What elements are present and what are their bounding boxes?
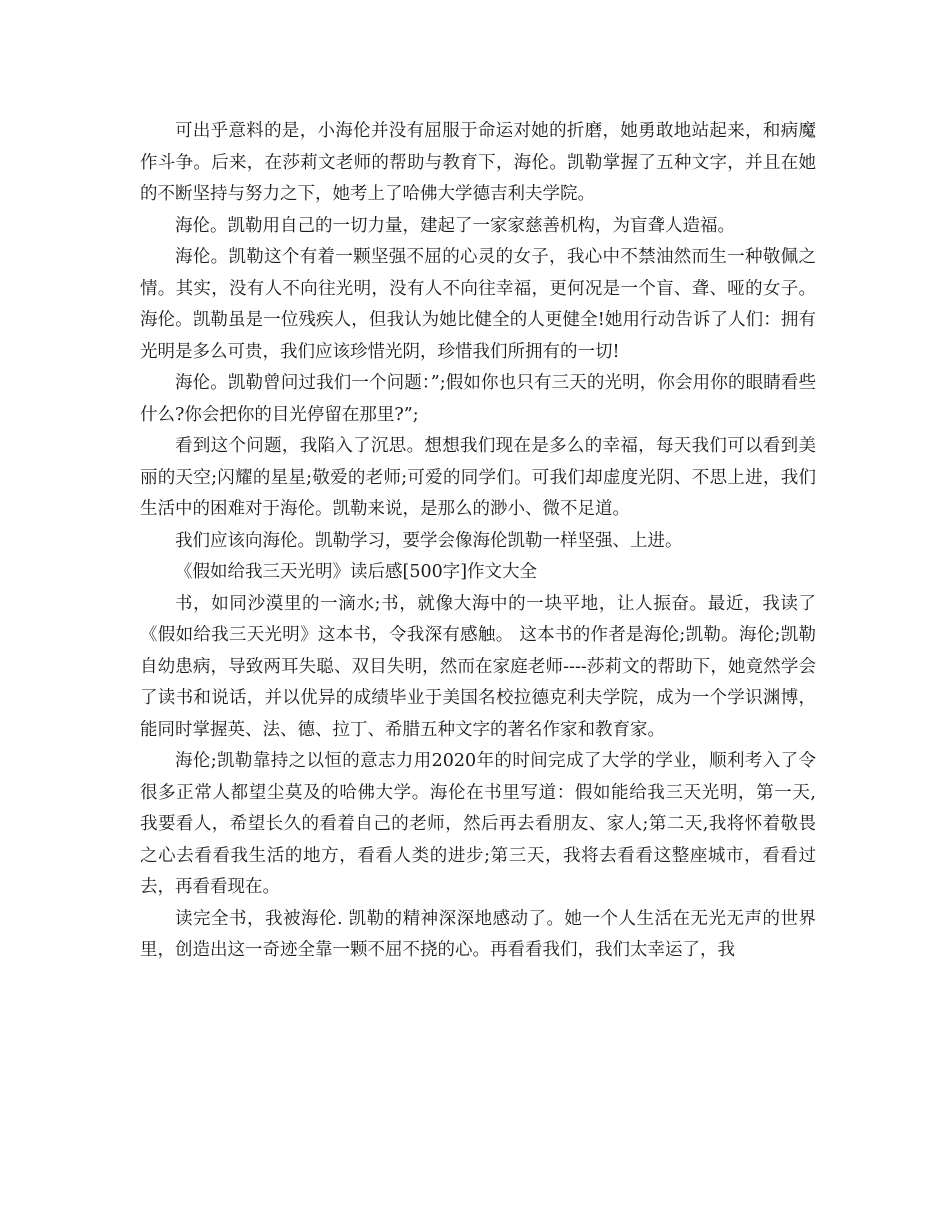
paragraph: 看到这个问题，我陷入了沉思。想想我们现在是多么的幸福，每天我们可以看到美丽的天空;闪耀的星星;敬爱的老师;可爱的同学们。可我们却虚度光阴、不思上进，我们生活中的困难对于海伦。凯勒来说，是那么的渺小、微不足道。	[140, 436, 816, 519]
document-body	[140, 116, 816, 967]
article-title: 《假如给我三天光明》读后感[500字]作文大全	[175, 562, 538, 582]
paragraph: 海伦。凯勒用自己的一切力量，建起了一家家慈善机构，为盲聋人造福。	[175, 215, 735, 236]
paragraph: 读完全书，我被海伦. 凯勒的精神深深地感动了。她一个人生活在无光无声的世界里，创造出这一奇迹全靠一颗不屈不挠的心。再看看我们，我们太幸运了，我	[140, 908, 816, 960]
paragraph: 可出乎意料的是，小海伦并没有屈服于命运对她的折磨，她勇敢地站起来，和病魔作斗争。后来，在莎莉文老师的帮助与教育下，海伦。凯勒掌握了五种文字，并且在她的不断坚持与努力之下，她考上了哈佛大学德吉利夫学院。	[140, 121, 816, 204]
paragraph: 海伦;凯勒靠持之以恒的意志力用2020年的时间完成了大学的学业，顺利考入了令很多正常人都望尘莫及的哈佛大学。海伦在书里写道：假如能给我三天光明，第一天, 我要看人，希望长久的看着自己的老师，然后再去看朋友、家人;第二天,我将怀着敬畏之心去看看我生活的地方，看看人类的进步;第三天，我将去看看这整座城市，看看过去，再看看现在。	[140, 751, 816, 897]
paragraph: 我们应该向海伦。凯勒学习，要学会像海伦凯勒一样坚强、上进。	[175, 530, 683, 551]
paragraph: 海伦。凯勒这个有着一颗坚强不屈的心灵的女子，我心中不禁油然而生一种敬佩之情。其实，没有人不向往光明，没有人不向往幸福，更何况是一个盲、聋、哑的女子。海伦。凯勒虽是一位残疾人，但我认为她比健全的人更健全!她用行动告诉了人们：拥有光明是多么可贵，我们应该珍惜光阴，珍惜我们所拥有的一切!	[140, 247, 816, 362]
paragraph: 海伦。凯勒曾问过我们一个问题：”;假如你也只有三天的光明，你会用你的眼睛看些什么?你会把你的目光停留在那里?”;	[140, 373, 816, 425]
paragraph: 书，如同沙漠里的一滴水;书，就像大海中的一块平地，让人振奋。最近，我读了《假如给我三天光明》这本书，令我深有感触。 这本书的作者是海伦;凯勒。海伦;凯勒自幼患病，导致两耳失聪、双目失明，然而在家庭老师----莎莉文的帮助下，她竟然学会了读书和说话，并以优异的成绩毕业于美国名校拉德克利夫学院，成为一个学识渊博，能同时掌握英、法、德、拉丁、希腊五种文字的著名作家和教育家。	[140, 593, 816, 740]
